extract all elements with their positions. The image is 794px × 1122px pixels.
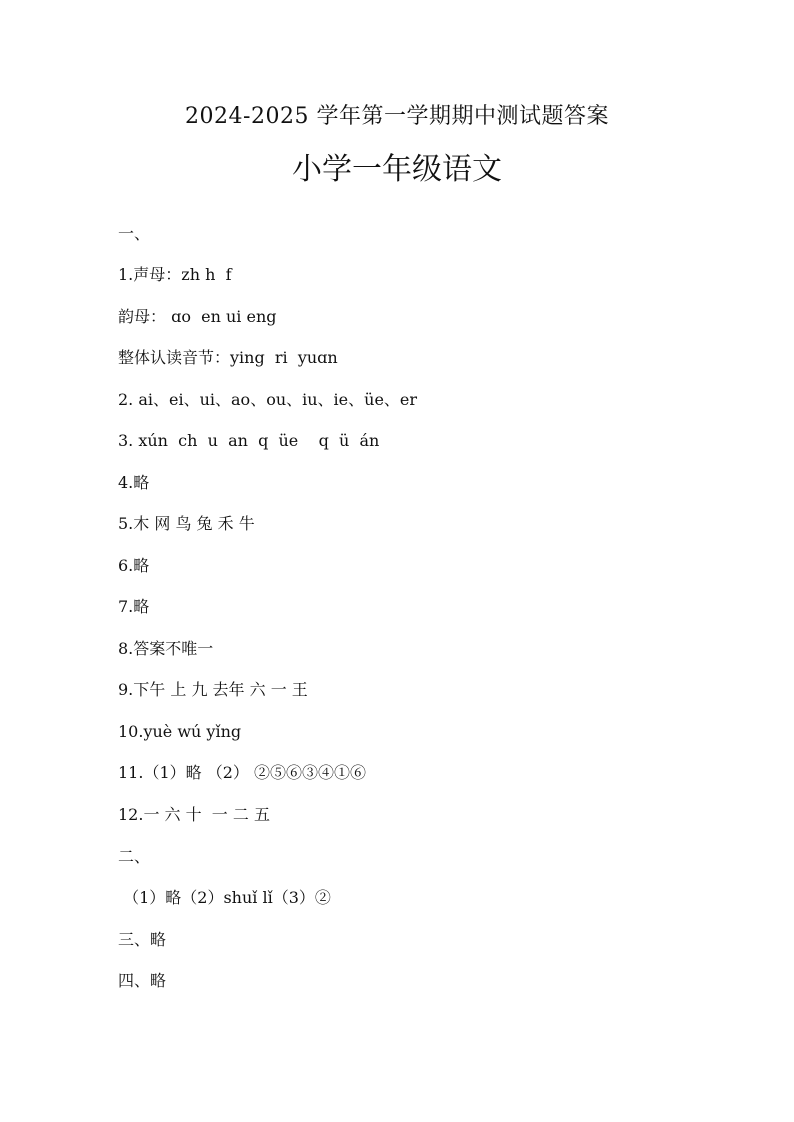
- answer-line: 6.略: [118, 556, 150, 575]
- answer-line: 7.略: [118, 597, 150, 616]
- section-heading-4: 四、略: [118, 971, 167, 990]
- answer-line: 5.木 网 鸟 兔 禾 牛: [118, 514, 255, 533]
- answer-line: 2. ai、ei、ui、ao、ou、iu、ie、üe、er: [118, 390, 418, 409]
- section-heading-1: 一、: [118, 224, 151, 243]
- document-subtitle: 小学一年级语文: [292, 152, 502, 187]
- document-title: 2024-2025 学年第一学期期中测试题答案: [185, 104, 609, 129]
- answer-line: 9.下午 上 九 去年 六 一 王: [118, 680, 308, 699]
- answer-line: 整体认读音节：ying ri yuɑn: [118, 348, 338, 367]
- answer-line: 4.略: [118, 473, 150, 492]
- answer-line: 12.一 六 十 一 二 五: [118, 805, 270, 824]
- answer-line: （1）略（2）shuǐ lǐ（3）②: [118, 888, 331, 907]
- answer-line: 1.声母：zh h f: [118, 265, 232, 284]
- answer-line: 3. xún ch u an q üe q ü án: [118, 431, 380, 450]
- answer-line: 8.答案不唯一: [118, 639, 214, 658]
- answer-line: 韵母： ɑo en ui eng: [118, 307, 277, 326]
- answer-line: 10.yuè wú yǐng: [118, 722, 242, 741]
- section-heading-2: 二、: [118, 847, 151, 866]
- section-heading-3: 三、略: [118, 930, 167, 949]
- answer-line: 11.（1）略 （2） ②⑤⑥③④①⑥: [118, 763, 366, 782]
